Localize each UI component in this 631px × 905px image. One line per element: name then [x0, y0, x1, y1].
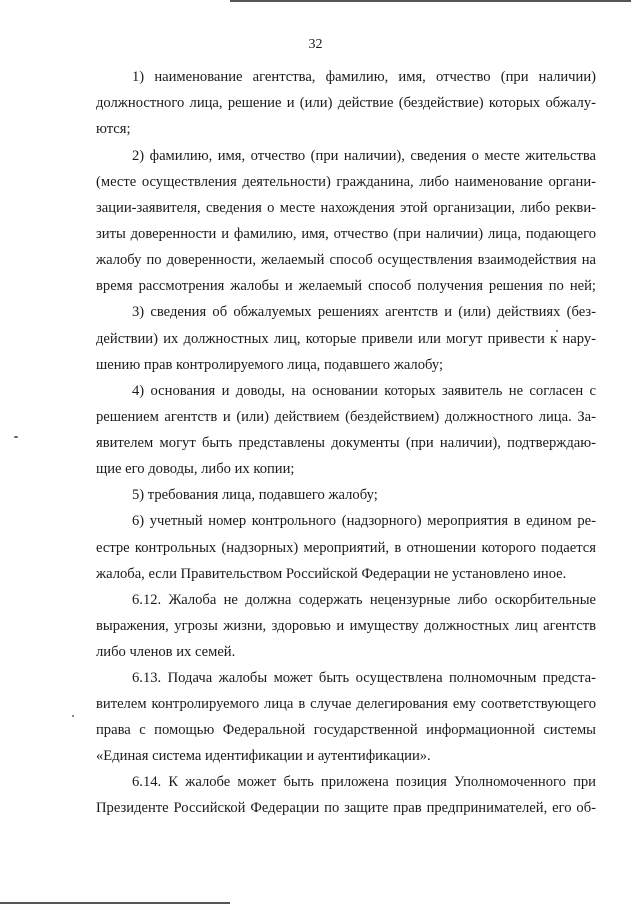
text-line: (месте осуществления деятельности) гражданина, либо наименование органи- [96, 174, 596, 190]
text-line: 3) сведения об обжалуемых решениях агентств и (или) действиях (без- [132, 304, 596, 320]
text-line: жалоба, если Правительством Российской Федерации не установлено иное. [96, 566, 567, 582]
text-line: жалобу по доверенности, желаемый способ осуществления взаимодействия на [96, 252, 596, 268]
text-line: шению прав контролируемого лица, подавшего жалобу; [96, 357, 444, 373]
text-line: 6.12. Жалоба не должна содержать нецензурные либо оскорбительные [132, 592, 596, 608]
text-line: 1) наименование агентства, фамилию, имя, отчество (при наличии) [132, 69, 596, 85]
text-line: 6.13. Подача жалобы может быть осуществлена полномочным предста- [132, 670, 596, 686]
text-line: решением агентств и (или) действием (бездействием) должностного лица. За- [96, 409, 596, 425]
text-line: ются; [96, 121, 131, 137]
text-line: естре контрольных (надзорных) мероприятий, в отношении которого подается [96, 540, 596, 556]
text-line: вителем контролируемого лица в случае делегирования ему соответствующего [96, 696, 596, 712]
text-line: 4) основания и доводы, на основании которых заявитель не согласен с [132, 383, 596, 399]
text-line: щие его доводы, либо их копии; [96, 461, 295, 477]
text-line: зации-заявителя, сведения о месте нахождения этой организации, либо рекви- [96, 200, 596, 216]
scan-speck [72, 715, 74, 717]
scan-edge-top [230, 0, 631, 2]
text-line: права с помощью Федеральной государственной информационной системы [96, 722, 596, 738]
text-line: либо членов их семей. [96, 644, 236, 660]
text-line: Президенте Российской Федерации по защите прав предпринимателей, его об- [96, 800, 596, 816]
text-line: 2) фамилию, имя, отчество (при наличии), сведения о месте жительства [132, 148, 596, 164]
scan-edge-bottom [0, 902, 230, 904]
text-line: явителем могут быть представлены документы (при наличии), подтверждаю- [96, 435, 596, 451]
page-number: 32 [308, 37, 323, 52]
text-line: выражения, угрозы жизни, здоровью и имуществу должностных лиц агентств [96, 618, 596, 634]
text-line: 6.14. К жалобе может быть приложена позиция Уполномоченного при [132, 774, 596, 790]
text-line: 5) требования лица, подавшего жалобу; [132, 487, 378, 503]
text-line: 6) учетный номер контрольного (надзорного) мероприятия в едином ре- [132, 513, 596, 529]
text-line: время рассмотрения жалобы и желаемый способ получения решения по ней; [96, 278, 596, 294]
scan-speck [14, 436, 18, 438]
text-line: зиты доверенности и фамилию, имя, отчество (при наличии) лица, подающего [96, 226, 596, 242]
text-line: действии) их должностных лиц, которые привели или могут привести к нару- [96, 331, 596, 347]
text-line: должностного лица, решение и (или) действие (бездействие) которых обжалу- [96, 95, 596, 111]
text-line: «Единая система идентификации и аутентификации». [96, 748, 431, 764]
